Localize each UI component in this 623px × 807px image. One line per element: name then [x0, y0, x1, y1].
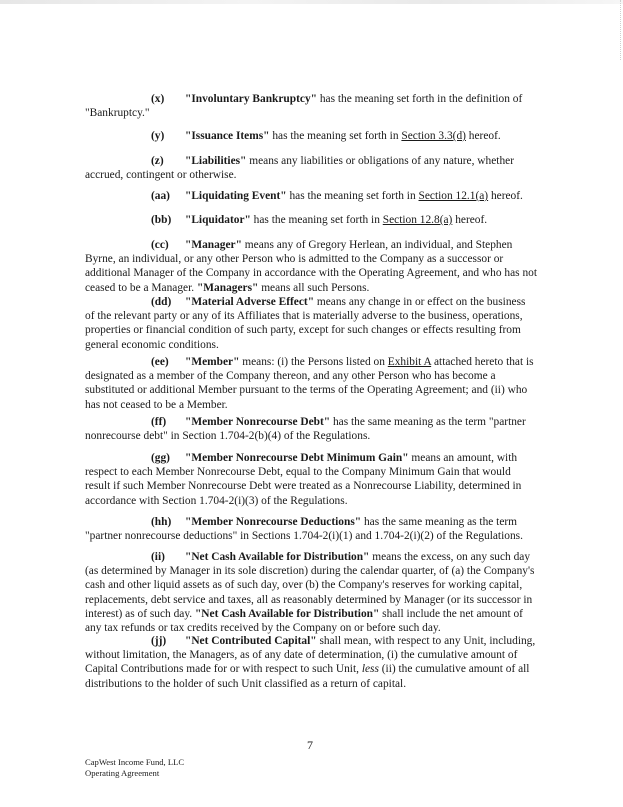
- definition-label: (dd): [151, 296, 172, 308]
- definition-ii: [85, 550, 537, 635]
- scan-edge-artifact: [0, 0, 623, 4]
- definition-ee: [85, 355, 537, 412]
- definition-jj: [85, 634, 537, 691]
- definition-bb: [85, 213, 537, 227]
- defined-term: "Material Adverse Effect": [185, 296, 315, 308]
- section-reference: Section 3.3(d): [401, 130, 466, 142]
- definition-label: (ff): [151, 416, 167, 428]
- defined-term: "Liquidator": [185, 214, 251, 226]
- definition-text: has the meaning set forth in: [250, 214, 383, 226]
- defined-term: "Issuance Items": [185, 130, 270, 142]
- defined-term: "Member": [185, 356, 240, 368]
- defined-term: "Net Cash Available for Distribution": [185, 551, 370, 563]
- definition-label: (bb): [151, 214, 172, 226]
- definition-text: has the meaning set forth in: [286, 190, 419, 202]
- definition-text: hereof.: [465, 130, 501, 142]
- defined-term: "Manager": [185, 239, 242, 251]
- defined-term: "Net Contributed Capital": [185, 635, 317, 647]
- defined-term: "Managers": [196, 281, 259, 294]
- defined-term: "Net Cash Available for Distribution": [194, 607, 380, 620]
- definition-z: [85, 154, 537, 182]
- definition-text: means all such Persons.: [258, 281, 370, 294]
- definition-label: (cc): [151, 239, 169, 251]
- definition-aa: [85, 189, 537, 203]
- emphasis-less: less: [361, 663, 379, 676]
- definition-text: has the same meaning as the term "partner nonrecourse deductions" in Sections 1.704-2(i)(1) and 1.704-2(i)(2) of the Regulations.: [85, 516, 523, 543]
- section-reference: Section 12.8(a): [382, 214, 453, 226]
- scan-right-edge: [610, 0, 621, 60]
- defined-term: "Liquidating Event": [185, 190, 287, 202]
- definition-text: shall include the net amount of any tax refunds or tax credits received by the Company on or before such day.: [85, 607, 523, 635]
- section-reference: Section 12.1(a): [418, 190, 489, 202]
- definition-label: (ii): [151, 551, 165, 563]
- definition-ff: [85, 415, 537, 443]
- definition-label: (jj): [151, 635, 167, 647]
- definition-text: means any liabilities or obligations of any nature, whether accrued, contingent or otherwise.: [85, 155, 514, 182]
- definition-text: means any change in or effect on the business of the relevant party or any of its Affiliates that is materially adverse to the business, operations, properties or financial condition of such party, except for such changes or effects resulting from general economic conditions.: [85, 296, 526, 351]
- page-number: 7: [307, 738, 313, 752]
- definition-label: (z): [151, 155, 164, 167]
- definition-dd: [85, 295, 537, 352]
- definition-text: hereof.: [452, 214, 488, 226]
- footer-document-title: Operating Agreement: [85, 768, 160, 778]
- definition-text: attached hereto that is designated as a member of the Company thereon, and any other Person who has become a substituted or additional Member pursuant to the terms of the Operating Agreement; and (ii) who has not ceased to be a Member.: [85, 356, 534, 411]
- definition-text: means: (i) the Persons listed on: [239, 356, 388, 368]
- definition-label: (aa): [151, 190, 170, 202]
- definition-gg: [85, 451, 537, 508]
- definition-text: has the meaning set forth in: [269, 130, 402, 142]
- definition-text: has the meaning set forth in the definition of "Bankruptcy.": [85, 93, 523, 120]
- definition-text: shall mean, with respect to any Unit, including, without limitation, the Managers, as of any date of determination, (i) the cumulative amount of Capital Contributions made for or with respect to such Unit,: [85, 635, 536, 676]
- definition-cc: [85, 238, 537, 295]
- document-footer: [85, 757, 184, 779]
- definition-x: [85, 92, 537, 120]
- defined-term: "Involuntary Bankruptcy": [185, 93, 317, 105]
- definition-text: means an amount, with respect to each Member Nonrecourse Debt, equal to the Company Minimum Gain that would result if such Member Nonrecourse Debt were treated as a Nonrecourse Liability, determined in accordance with Section 1.704-2(i)(3) of the Regulations.: [85, 452, 522, 507]
- definition-text: means any of Gregory Herlean, an individual, and Stephen Byrne, an individual, or any other Person who is admitted to the Company as a successor or additional Manager of the Company in accordance with the Operating Agreement, and who has not ceased to be a Manager.: [85, 239, 538, 294]
- definition-text: hereof.: [488, 190, 523, 202]
- definition-label: (y): [151, 130, 165, 142]
- defined-term: "Liabilities": [185, 155, 247, 167]
- definition-label: (gg): [151, 452, 170, 464]
- exhibit-reference: Exhibit A: [387, 356, 432, 368]
- footer-company-name: CapWest Income Fund, LLC: [85, 757, 185, 767]
- definition-y: [85, 129, 537, 143]
- definition-label: (hh): [151, 516, 172, 528]
- defined-term: "Member Nonrecourse Deductions": [185, 516, 362, 528]
- definition-hh: [85, 515, 537, 543]
- defined-term: "Member Nonrecourse Debt Minimum Gain": [185, 452, 409, 464]
- definition-text: (ii) the cumulative amount of all distributions to the holder of such Unit classified as a return of capital.: [85, 663, 530, 690]
- definition-text: has the same meaning as the term "partner nonrecourse debt" in Section 1.704-2(b)(4) of the Regulations.: [85, 416, 526, 443]
- definition-text: means the excess, on any such day (as determined by Manager in its sole discretion) during the calendar quarter, of (a) the Company's cash and other liquid assets as of such day, over (b) the Company's reserves for working capital, replacements, debt service and taxes, all as reasonably determined by Manager (or its successor in interest) as of such day.: [85, 551, 535, 620]
- definition-label: (ee): [151, 356, 169, 368]
- defined-term: "Member Nonrecourse Debt": [185, 416, 331, 428]
- definition-label: (x): [151, 93, 165, 105]
